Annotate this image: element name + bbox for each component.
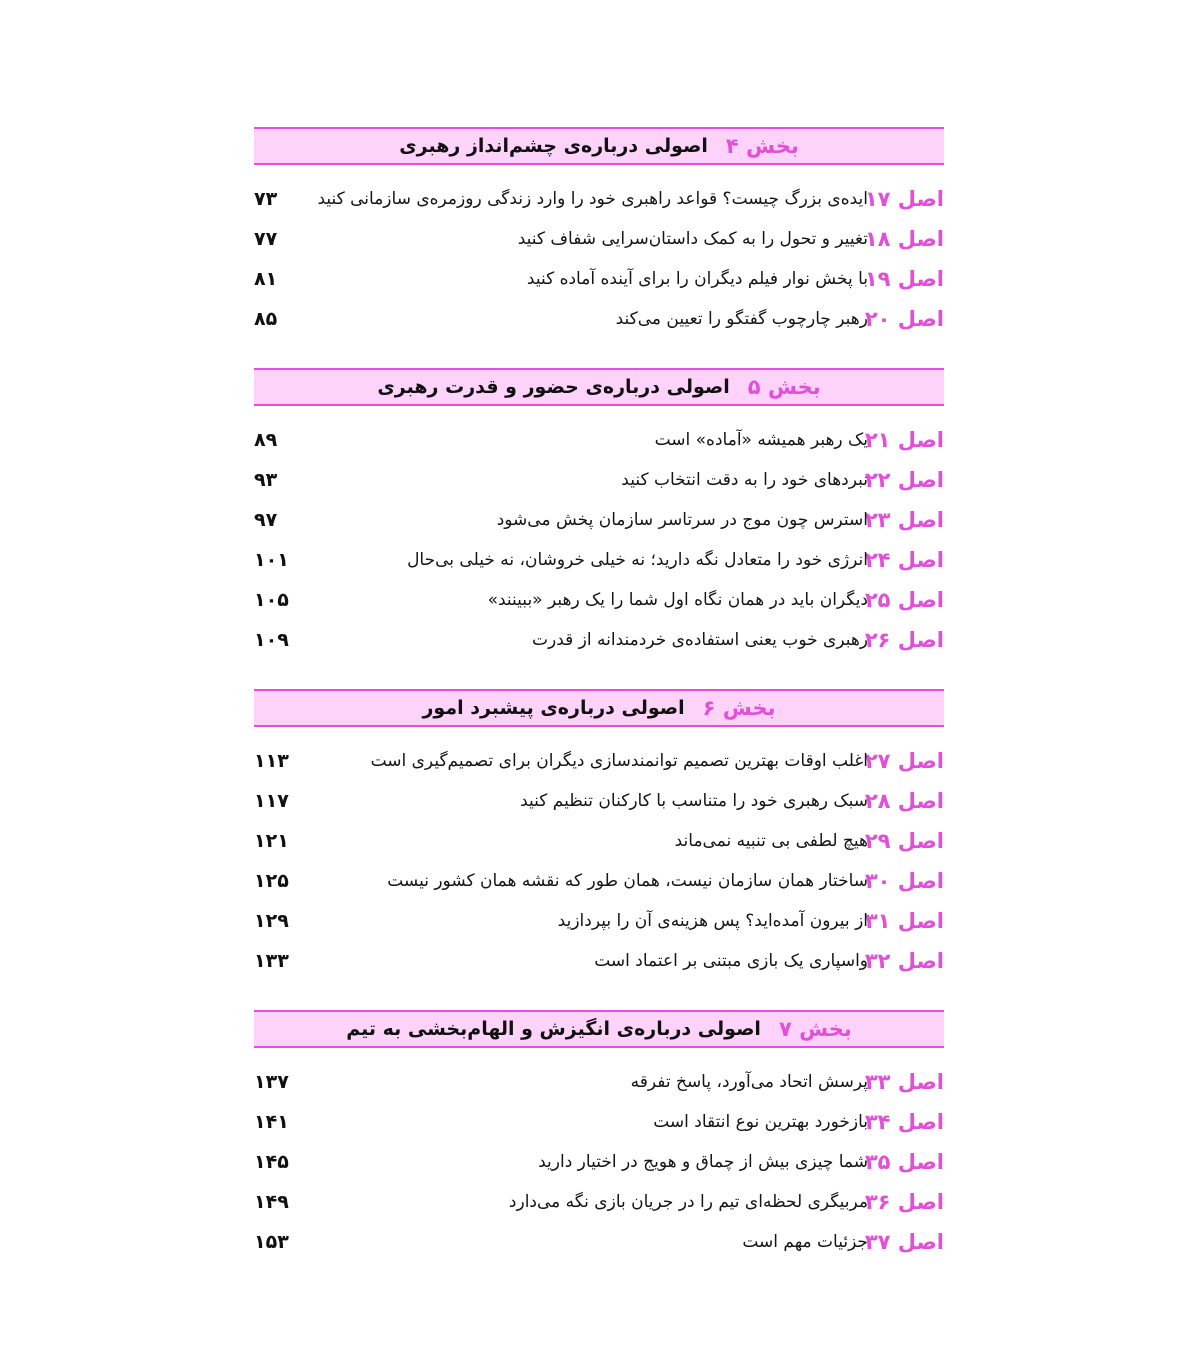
principle-title: پرسش اتحاد می‌آورد، پاسخ تفرقه — [630, 1072, 868, 1092]
principle-title: اغلب اوقات بهترین تصمیم توانمندسازی دیگران برای تصمیم‌گیری است — [370, 751, 868, 771]
principle-title: دیگران باید در همان نگاه اول شما را یک رهبر «ببینند» — [487, 590, 868, 610]
page-number: ۸۱ — [254, 268, 278, 290]
part-label: بخش ۷ — [778, 1017, 852, 1041]
principle-title: ساختار همان سازمان نیست، همان طور که نقشه همان کشور نیست — [387, 871, 868, 891]
principle-label: اصل ۳۰ — [864, 869, 944, 893]
principle-title: سبک رهبری خود را متناسب با کارکنان تنظیم کنید — [520, 791, 868, 811]
toc-entry — [254, 540, 944, 580]
section-title: اصولی درباره‌ی پیشبرد امور — [422, 697, 685, 719]
section-part-4 — [254, 127, 944, 339]
section-title: اصولی درباره‌ی انگیزش و الهام‌بخشی به تیم — [346, 1018, 761, 1040]
principle-label: اصل ۲۵ — [864, 588, 944, 612]
principle-title: هیچ لطفی بی تنبیه نمی‌ماند — [674, 831, 868, 851]
page-number: ۱۴۵ — [254, 1151, 289, 1173]
principle-label: اصل ۱۹ — [864, 267, 944, 291]
toc-entry — [254, 299, 944, 339]
principle-title: انرژی خود را متعادل نگه دارید؛ نه خیلی خروشان، نه خیلی بی‌حال — [407, 550, 868, 570]
principle-label: اصل ۲۷ — [864, 749, 944, 773]
toc-entry — [254, 1222, 944, 1262]
part-label: بخش ۶ — [702, 696, 776, 720]
toc-entry — [254, 821, 944, 861]
principle-label: اصل ۱۷ — [864, 187, 944, 211]
toc-entry — [254, 1062, 944, 1102]
principle-label: اصل ۱۸ — [864, 227, 944, 251]
principle-label: اصل ۲۰ — [864, 307, 944, 331]
page-number: ۸۵ — [254, 308, 278, 330]
toc-entry — [254, 901, 944, 941]
page-number: ۱۳۷ — [254, 1071, 289, 1093]
principle-title: یک رهبر همیشه «آماده» است — [654, 430, 868, 450]
page-number: ۱۲۵ — [254, 870, 289, 892]
page-number: ۱۳۳ — [254, 950, 289, 972]
page-number: ۱۴۱ — [254, 1111, 289, 1133]
toc-entry — [254, 1102, 944, 1142]
section-header — [254, 127, 944, 165]
toc-entry — [254, 179, 944, 219]
toc-entry — [254, 1182, 944, 1222]
part-label: بخش ۴ — [725, 134, 799, 158]
toc-entry — [254, 259, 944, 299]
section-title: اصولی درباره‌ی حضور و قدرت رهبری — [377, 376, 730, 398]
section-header — [254, 368, 944, 406]
section-part-5 — [254, 368, 944, 660]
section-part-7 — [254, 1010, 944, 1262]
page-number: ۱۱۳ — [254, 750, 289, 772]
principle-label: اصل ۳۲ — [864, 949, 944, 973]
toc-entry — [254, 460, 944, 500]
toc-entry — [254, 781, 944, 821]
page-number: ۷۳ — [254, 188, 278, 210]
toc-entry — [254, 741, 944, 781]
toc-entry — [254, 420, 944, 460]
principle-title: استرس چون موج در سرتاسر سازمان پخش می‌شود — [496, 510, 868, 530]
part-label: بخش ۵ — [747, 375, 821, 399]
principle-title: تغییر و تحول را به کمک داستان‌سرایی شفاف کنید — [517, 229, 868, 249]
toc-entry — [254, 620, 944, 660]
page-number: ۱۱۷ — [254, 790, 289, 812]
toc-entry — [254, 941, 944, 981]
principle-title: جزئیات مهم است — [742, 1232, 868, 1252]
principle-title: واسپاری یک بازی مبتنی بر اعتماد است — [594, 951, 868, 971]
section-title: اصولی درباره‌ی چشم‌انداز رهبری — [399, 135, 708, 157]
toc-entry — [254, 861, 944, 901]
toc-entry — [254, 500, 944, 540]
entry-list — [254, 1062, 944, 1262]
principle-title: شما چیزی بیش از چماق و هویج در اختیار دارید — [538, 1152, 868, 1172]
principle-title: رهبر چارچوب گفتگو را تعیین می‌کند — [615, 309, 868, 329]
principle-title: نبردهای خود را به دقت انتخاب کنید — [621, 470, 868, 490]
page-number: ۱۵۳ — [254, 1231, 289, 1253]
principle-label: اصل ۳۶ — [864, 1190, 944, 1214]
principle-label: اصل ۲۲ — [864, 468, 944, 492]
page-number: ۱۲۹ — [254, 910, 289, 932]
principle-label: اصل ۳۵ — [864, 1150, 944, 1174]
principle-label: اصل ۳۴ — [864, 1110, 944, 1134]
page-number: ۱۴۹ — [254, 1191, 289, 1213]
entry-list — [254, 741, 944, 981]
page-number: ۸۹ — [254, 429, 278, 451]
principle-label: اصل ۲۴ — [864, 548, 944, 572]
principle-label: اصل ۳۷ — [864, 1230, 944, 1254]
toc-entry — [254, 219, 944, 259]
principle-title: رهبری خوب یعنی استفاده‌ی خردمندانه از قدرت — [532, 630, 868, 650]
principle-label: اصل ۲۶ — [864, 628, 944, 652]
principle-label: اصل ۲۹ — [864, 829, 944, 853]
principle-title: از بیرون آمده‌اید؟ پس هزینه‌ی آن را بپردازید — [557, 911, 868, 931]
page-number: ۱۲۱ — [254, 830, 289, 852]
section-header — [254, 689, 944, 727]
section-header — [254, 1010, 944, 1048]
page-number: ۹۷ — [254, 509, 278, 531]
page-number: ۱۰۵ — [254, 589, 289, 611]
page-number: ۹۳ — [254, 469, 278, 491]
page-number: ۱۰۱ — [254, 549, 289, 571]
principle-title: بازخورد بهترین نوع انتقاد است — [653, 1112, 868, 1132]
principle-title: ایده‌ی بزرگ چیست؟ قواعد راهبری خود را وارد زندگی روزمره‌ی سازمانی کنید — [317, 189, 868, 209]
principle-label: اصل ۳۳ — [864, 1070, 944, 1094]
principle-label: اصل ۲۸ — [864, 789, 944, 813]
toc-entry — [254, 580, 944, 620]
section-part-6 — [254, 689, 944, 981]
page-number: ۷۷ — [254, 228, 278, 250]
page-number: ۱۰۹ — [254, 629, 289, 651]
entry-list — [254, 179, 944, 339]
principle-label: اصل ۲۳ — [864, 508, 944, 532]
entry-list — [254, 420, 944, 660]
principle-label: اصل ۲۱ — [864, 428, 944, 452]
principle-title: با پخش نوار فیلم دیگران را برای آینده آماده کنید — [526, 269, 868, 289]
principle-title: مربیگری لحظه‌ای تیم را در جریان بازی نگه می‌دارد — [508, 1192, 868, 1212]
toc-entry — [254, 1142, 944, 1182]
principle-label: اصل ۳۱ — [864, 909, 944, 933]
